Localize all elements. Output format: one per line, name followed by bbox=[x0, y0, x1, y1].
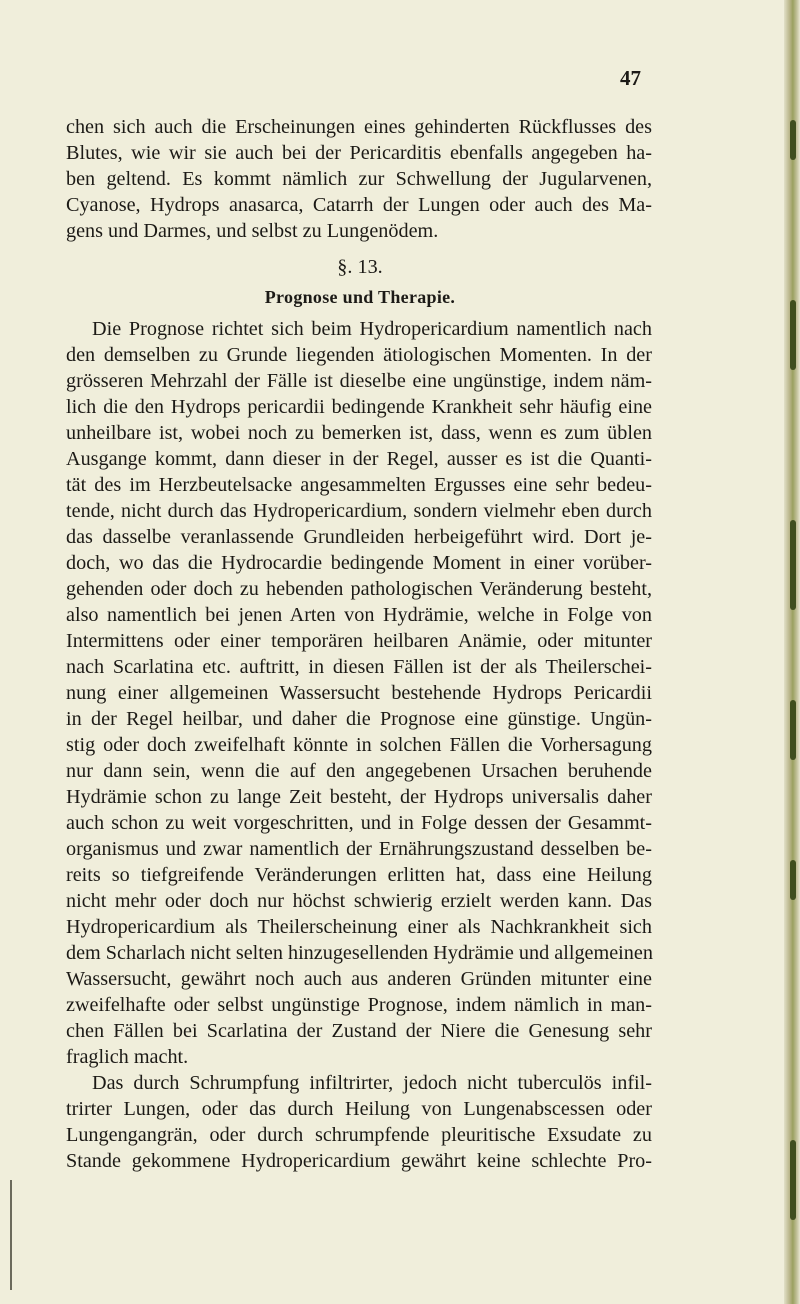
text-line: nur dann sein, wenn die auf den angegebenen Ursachen beruhende bbox=[66, 760, 652, 782]
book-page-edge bbox=[784, 0, 800, 1304]
text-line: Hydropericardium als Theilerscheinung einer als Nachkrankheit sich bbox=[66, 916, 652, 938]
text-line: Lungengangrän, oder durch schrumpfende pleuritische Exsudate zu bbox=[66, 1124, 652, 1146]
text-line: Das durch Schrumpfung infiltrirter, jedoch nicht tuberculös infil- bbox=[92, 1072, 652, 1094]
text-line: tende, nicht durch das Hydropericardium, sondern vielmehr eben durch bbox=[66, 500, 652, 522]
text-line: doch, wo das die Hydrocardie bedingende Moment in einer vorüber- bbox=[66, 552, 652, 574]
text-line: fraglich macht. bbox=[66, 1046, 189, 1068]
text-line: dem Scharlach nicht selten hinzugesellenden Hydrämie und allgemeinen bbox=[66, 942, 653, 964]
text-line: nach Scarlatina etc. auftritt, in diesen Fällen ist der als Theilerschei- bbox=[66, 656, 652, 678]
text-line: in der Regel heilbar, und daher die Prognose eine günstige. Ungün- bbox=[66, 708, 652, 730]
text-line: stig oder doch zweifelhaft könnte in solchen Fällen die Vorhersagung bbox=[66, 734, 652, 756]
text-line: nicht mehr oder doch nur höchst schwierig erzielt werden kann. Das bbox=[66, 890, 652, 912]
text-line: gens und Darmes, und selbst zu Lungenödem. bbox=[66, 220, 439, 242]
text-line: unheilbare ist, wobei noch zu bemerken ist, dass, wenn es zum üblen bbox=[66, 422, 652, 444]
text-line: also namentlich bei jenen Arten von Hydrämie, welche in Folge von bbox=[66, 604, 652, 626]
text-line: Hydrämie schon zu lange Zeit besteht, der Hydrops universalis daher bbox=[66, 786, 652, 808]
text-line: Wassersucht, gewährt noch auch aus anderen Gründen mitunter eine bbox=[66, 968, 652, 990]
text-line: Intermittens oder einer temporären heilbaren Anämie, oder mitunter bbox=[66, 630, 652, 652]
text-line: gehenden oder doch zu hebenden pathologischen Veränderung besteht, bbox=[66, 578, 652, 600]
text-line: zweifelhafte oder selbst ungünstige Prognose, indem nämlich in man- bbox=[66, 994, 652, 1016]
section-title: Prognose und Therapie. bbox=[264, 287, 456, 307]
text-line: Blutes, wie wir sie auch bei der Pericarditis ebenfalls angegeben ha- bbox=[66, 142, 652, 164]
text-line: trirter Lungen, oder das durch Heilung von Lungenabscessen oder bbox=[66, 1098, 652, 1120]
scan-margin-mark bbox=[10, 1180, 12, 1290]
text-line: chen Fällen bei Scarlatina der Zustand der Niere die Genesung sehr bbox=[66, 1020, 652, 1042]
text-line: nung einer allgemeinen Wassersucht bestehende Hydrops Pericardii bbox=[66, 682, 652, 704]
text-line: auch schon zu weit vorgeschritten, und in Folge dessen der Gesammt- bbox=[66, 812, 652, 834]
text-line: den demselben zu Grunde liegenden ätiologischen Momenten. In der bbox=[66, 344, 652, 366]
text-line: chen sich auch die Erscheinungen eines gehinderten Rückflusses des bbox=[66, 116, 652, 138]
text-line: grösseren Mehrzahl der Fälle ist dieselbe eine ungünstige, indem näm- bbox=[66, 370, 652, 392]
text-line: organismus und zwar namentlich der Ernährungszustand desselben be- bbox=[66, 838, 652, 860]
text-line: Stande gekommene Hydropericardium gewährt keine schlechte Pro- bbox=[66, 1150, 652, 1172]
page-number: 47 bbox=[620, 66, 641, 90]
text-line: tät des im Herzbeutelsacke angesammelten Ergusses eine sehr bedeu- bbox=[66, 474, 652, 496]
text-line: Cyanose, Hydrops anasarca, Catarrh der Lungen oder auch des Ma- bbox=[66, 194, 652, 216]
text-line: Ausgange kommt, dann dieser in der Regel, ausser es ist die Quanti- bbox=[66, 448, 652, 470]
text-line: ben geltend. Es kommt nämlich zur Schwellung der Jugularvenen, bbox=[66, 168, 652, 190]
section-number: §. 13. bbox=[337, 256, 383, 278]
text-line: das dasselbe veranlassende Grundleiden herbeigeführt wird. Dort je- bbox=[66, 526, 652, 548]
text-line: Die Prognose richtet sich beim Hydropericardium namentlich nach bbox=[92, 318, 652, 340]
text-line: lich die den Hydrops pericardii bedingende Krankheit sehr häufig eine bbox=[66, 396, 652, 418]
text-line: reits so tiefgreifende Veränderungen erlitten hat, dass eine Heilung bbox=[66, 864, 652, 886]
